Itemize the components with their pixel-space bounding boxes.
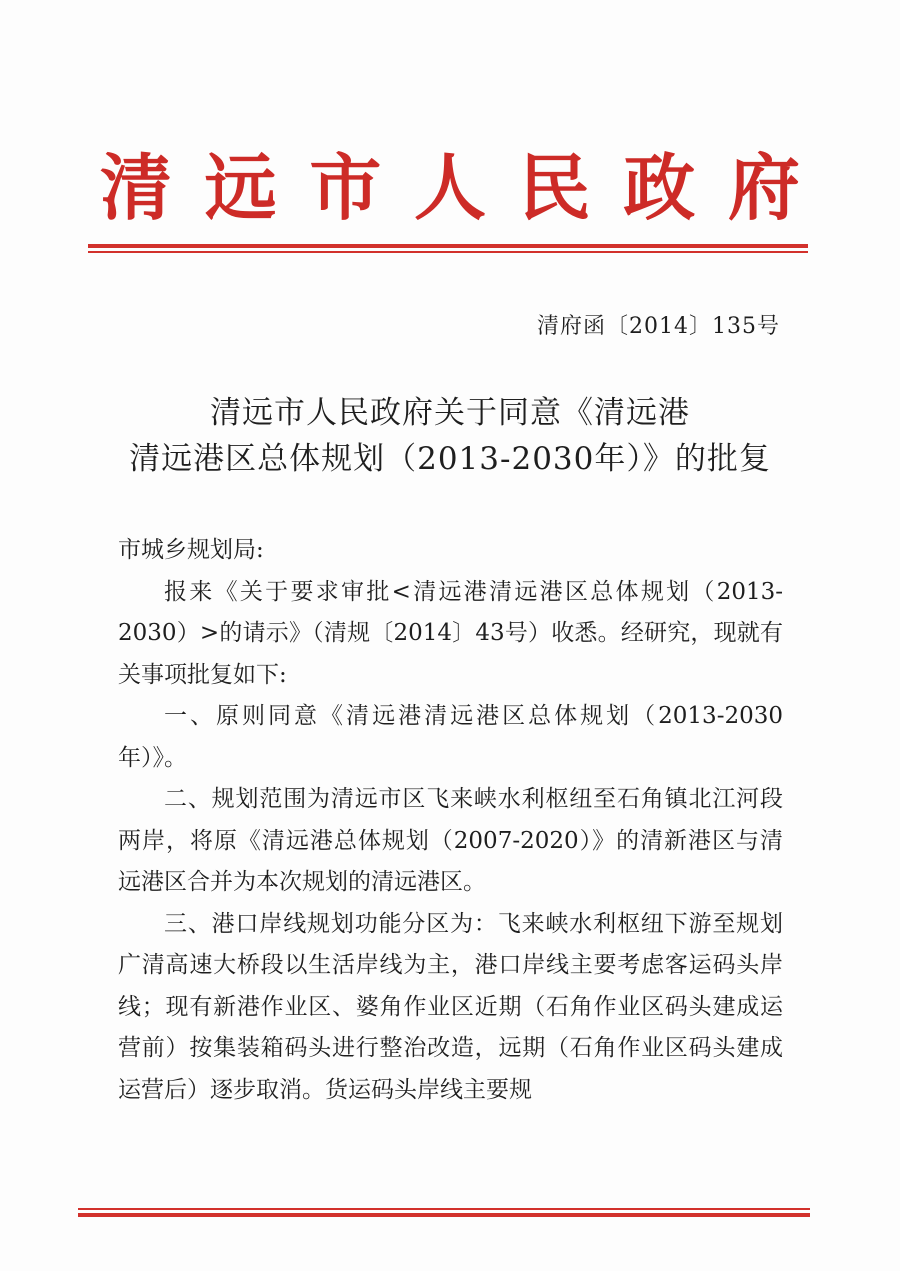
red-rule-thin-bottom [78, 1208, 810, 1210]
letterhead-char: 政 [623, 146, 696, 230]
document-title-line: 清远港区总体规划（2013-2030年）》的批复 [129, 441, 771, 477]
document-number: 清府函〔2014〕135号 [537, 314, 780, 339]
letterhead-title [100, 148, 800, 228]
document-title-line: 清远市人民政府关于同意《清远港 [210, 395, 690, 431]
letterhead-char: 远 [204, 146, 277, 230]
letterhead-char: 人 [413, 146, 486, 230]
letterhead-char: 府 [727, 146, 800, 230]
document-body [118, 530, 783, 1111]
red-rule-thick-bottom [78, 1213, 810, 1217]
body-paragraph: 报来《关于要求审批<清远港清远港区总体规划（2013-2030）>的请示》（清规〔2014〕43号）收悉。经研究，现就有关事项批复如下: [118, 578, 783, 688]
red-rule-thin [88, 251, 808, 253]
salutation: 市城乡规划局: [118, 537, 264, 563]
body-paragraph: 一、原则同意《清远港清远港区总体规划（2013-2030年）》。 [118, 703, 783, 771]
red-rule-thick [88, 244, 808, 248]
body-paragraph: 三、港口岸线规划功能分区为：飞来峡水利枢纽下游至规划广清高速大桥段以生活岸线为主，港口岸线主要考虑客运码头岸线；现有新港作业区、婆角作业区近期（石角作业区码头建成运营前）按集装箱码头进行整治改造，远期（石角作业区码头建成运营后）逐步取消。货运码头岸线主要规 [118, 910, 783, 1103]
letterhead-char: 市 [309, 146, 382, 230]
document-title [90, 390, 810, 482]
letterhead-char: 清 [100, 146, 173, 230]
letterhead-char: 民 [518, 146, 591, 230]
body-paragraph: 二、规划范围为清远市区飞来峡水利枢纽至石角镇北江河段两岸，将原《清远港总体规划（2007-2020）》的清新港区与清远港区合并为本次规划的清远港区。 [118, 786, 783, 895]
